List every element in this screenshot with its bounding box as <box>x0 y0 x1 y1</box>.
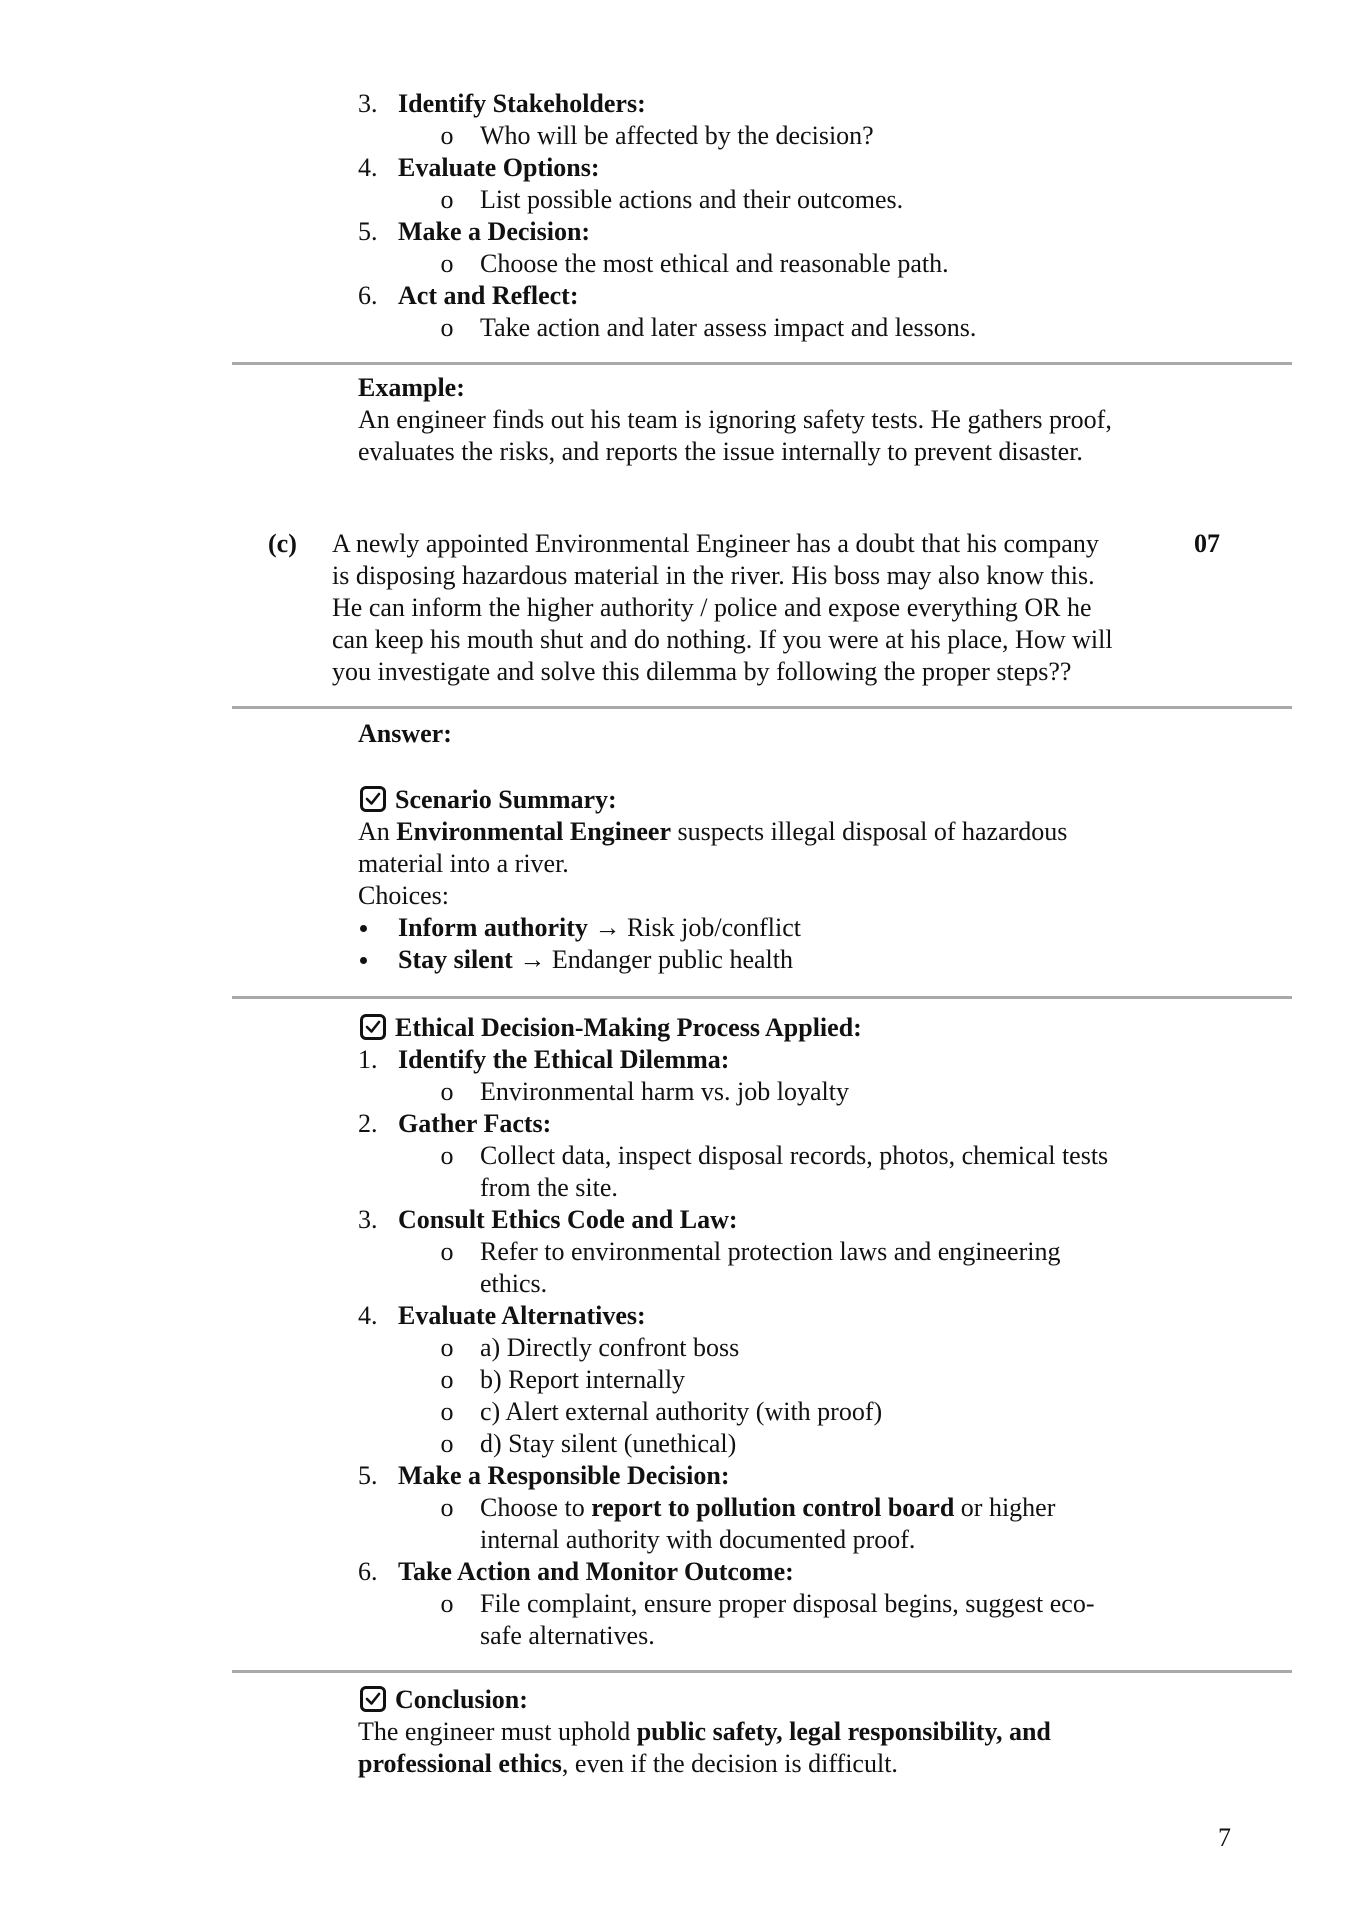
hollow-bullet-icon: o <box>440 1493 454 1522</box>
scenario-text-line: An Environmental Engineer suspects illegal disposal of hazardous <box>358 817 1068 846</box>
choice-item: Stay silent → Endanger public health <box>398 945 793 974</box>
step-number: 1. <box>358 1045 378 1074</box>
choices-label: Choices: <box>358 881 449 910</box>
hollow-bullet-icon: o <box>440 1333 454 1362</box>
step-detail: Choose to report to pollution control board or higher <box>480 1493 1056 1522</box>
choice-item: Inform authority → Risk job/conflict <box>398 913 801 942</box>
step-title: Identify the Ethical Dilemma: <box>398 1045 730 1074</box>
step-detail: File complaint, ensure proper disposal begins, suggest eco- <box>480 1589 1095 1618</box>
step-title: Gather Facts: <box>398 1109 552 1138</box>
step-detail: Environmental harm vs. job loyalty <box>480 1077 849 1106</box>
question-label: (c) <box>268 529 297 558</box>
step-number: 6. <box>358 1557 378 1586</box>
page-number: 7 <box>1218 1823 1231 1852</box>
step-detail: Choose the most ethical and reasonable path. <box>480 249 949 278</box>
step-title: Evaluate Options: <box>398 153 600 182</box>
hollow-bullet-icon: o <box>440 1589 454 1618</box>
step-number: 2. <box>358 1109 378 1138</box>
step-detail: ethics. <box>480 1269 548 1298</box>
step-detail: Refer to environmental protection laws and engineering <box>480 1237 1061 1266</box>
process-heading: Ethical Decision-Making Process Applied: <box>395 1013 862 1042</box>
question-text-line: you investigate and solve this dilemma by following the proper steps?? <box>332 657 1072 686</box>
alternative-item: b) Report internally <box>480 1365 686 1394</box>
hollow-bullet-icon: o <box>440 1237 454 1266</box>
scenario-text-line: material into a river. <box>358 849 569 878</box>
question-text-line: is disposing hazardous material in the river. His boss may also know this. <box>332 561 1095 590</box>
alternative-item: c) Alert external authority (with proof) <box>480 1397 883 1426</box>
bullet-dot-icon <box>360 957 367 964</box>
question-text-line: A newly appointed Environmental Engineer has a doubt that his company <box>332 529 1099 558</box>
hollow-bullet-icon: o <box>440 1429 454 1458</box>
hollow-bullet-icon: o <box>440 1141 454 1170</box>
conclusion-heading: Conclusion: <box>395 1685 528 1714</box>
section-divider <box>232 706 1292 709</box>
step-title: Take Action and Monitor Outcome: <box>398 1557 794 1586</box>
step-detail: Who will be affected by the decision? <box>480 121 874 150</box>
step-detail: List possible actions and their outcomes. <box>480 185 904 214</box>
step-title: Consult Ethics Code and Law: <box>398 1205 738 1234</box>
step-detail: safe alternatives. <box>480 1621 655 1650</box>
step-detail: Collect data, inspect disposal records, photos, chemical tests <box>480 1141 1109 1170</box>
section-divider <box>232 996 1292 999</box>
section-divider <box>232 362 1292 365</box>
alternative-item: a) Directly confront boss <box>480 1333 740 1362</box>
step-number: 4. <box>358 1301 378 1330</box>
scenario-heading: Scenario Summary: <box>395 785 617 814</box>
hollow-bullet-icon: o <box>440 121 454 150</box>
checkbox-checked-icon <box>360 786 386 812</box>
step-number: 5. <box>358 1461 378 1490</box>
question-text-line: can keep his mouth shut and do nothing. If you were at his place, How will <box>332 625 1113 654</box>
hollow-bullet-icon: o <box>440 1077 454 1106</box>
step-number: 5. <box>358 217 378 246</box>
hollow-bullet-icon: o <box>440 1365 454 1394</box>
question-text-line: He can inform the higher authority / police and expose everything OR he <box>332 593 1092 622</box>
conclusion-text-line: professional ethics, even if the decision is difficult. <box>358 1749 898 1778</box>
checkbox-checked-icon <box>360 1686 386 1712</box>
question-marks: 07 <box>1194 529 1220 558</box>
step-detail: internal authority with documented proof. <box>480 1525 916 1554</box>
step-title: Evaluate Alternatives: <box>398 1301 646 1330</box>
step-number: 3. <box>358 1205 378 1234</box>
step-number: 6. <box>358 281 378 310</box>
step-number: 4. <box>358 153 378 182</box>
section-divider <box>232 1670 1292 1673</box>
hollow-bullet-icon: o <box>440 249 454 278</box>
bullet-dot-icon <box>360 925 367 932</box>
step-title: Identify Stakeholders: <box>398 89 646 118</box>
example-text-line: An engineer finds out his team is ignoring safety tests. He gathers proof, <box>358 405 1112 434</box>
conclusion-text-line: The engineer must uphold public safety, legal responsibility, and <box>358 1717 1051 1746</box>
step-number: 3. <box>358 89 378 118</box>
hollow-bullet-icon: o <box>440 185 454 214</box>
step-detail: Take action and later assess impact and lessons. <box>480 313 977 342</box>
checkbox-checked-icon <box>360 1014 386 1040</box>
alternative-item: d) Stay silent (unethical) <box>480 1429 737 1458</box>
step-detail: from the site. <box>480 1173 618 1202</box>
example-heading: Example: <box>358 373 465 402</box>
hollow-bullet-icon: o <box>440 1397 454 1426</box>
answer-heading: Answer: <box>358 719 452 748</box>
step-title: Make a Responsible Decision: <box>398 1461 730 1490</box>
step-title: Act and Reflect: <box>398 281 579 310</box>
example-text-line: evaluates the risks, and reports the issue internally to prevent disaster. <box>358 437 1083 466</box>
hollow-bullet-icon: o <box>440 313 454 342</box>
step-title: Make a Decision: <box>398 217 591 246</box>
